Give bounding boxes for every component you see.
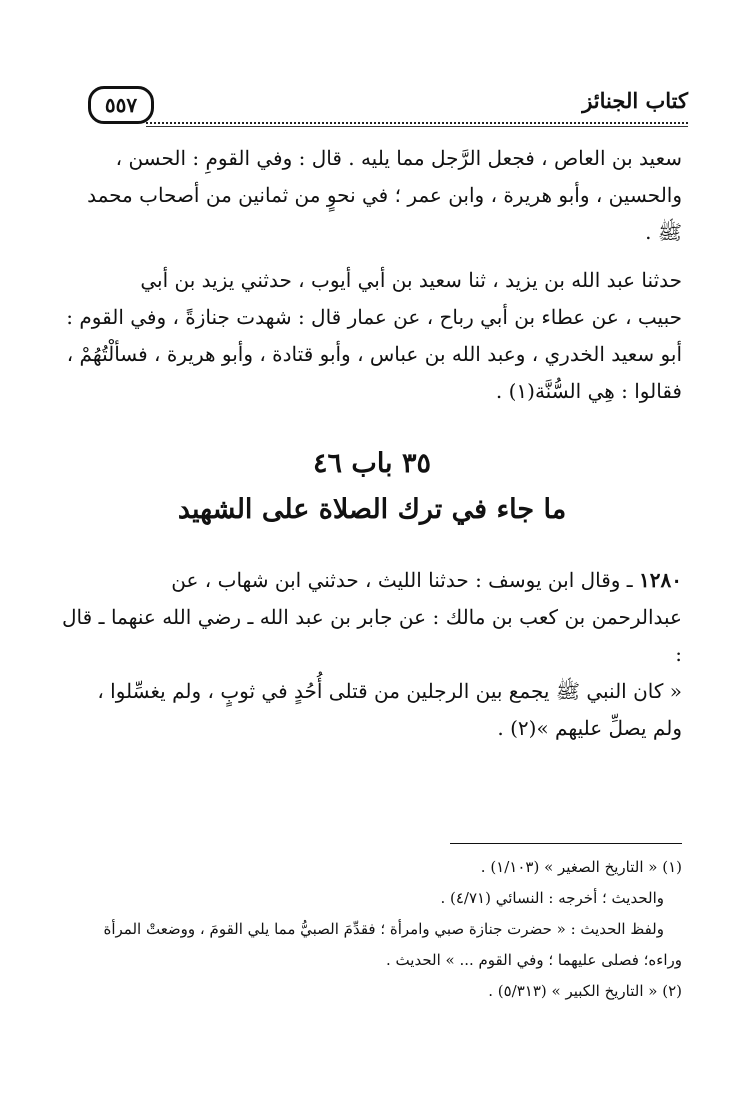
hadith-first-line: ـ وقال ابن يوسف : حدثنا الليث ، حدثني ابن شهاب ، عن (171, 568, 640, 592)
footnote-line: (١) « التاريخ الصغير » (١/١٠٣) . (480, 858, 682, 876)
text-line: ولم يصلِّ عليهم »(٢) . (497, 716, 682, 740)
page-header (88, 80, 688, 130)
book-title: كتاب الجنائز (582, 88, 688, 113)
text-line: فقالوا : هِي السُّنَّة(١) . (495, 379, 682, 403)
header-divider (146, 122, 688, 124)
paragraph-1 (62, 140, 682, 251)
page-number: ٥٥٧ (88, 86, 154, 124)
text-line: « كان النبي ﷺ يجمع بين الرجلين من قتلى أُحُدٍ في ثوبٍ ، ولم يغسِّلوا ، (97, 679, 682, 703)
text-line: عبدالرحمن بن كعب بن مالك : عن جابر بن عبد الله ـ رضي الله عنهما ـ قال : (62, 605, 682, 666)
hadith-paragraph (62, 562, 682, 747)
text-line: والحسين ، وأبو هريرة ، وابن عمر ؛ في نحوٍ من ثمانين من أصحاب محمد (87, 183, 682, 207)
text-line: حبيب ، عن عطاء بن أبي رباح ، عن عمار قال : شهدت جنازةً ، وفي القوم : (66, 305, 682, 329)
text-line (62, 562, 682, 599)
footnote-line: ولفظ الحديث : « حضرت جنازة صبي وامرأة ؛ فقدِّمَ الصبيُّ مما يلي القومَ ، ووضعتْ المرأة (103, 920, 664, 938)
header-divider-line (146, 126, 688, 127)
hadith-number: ١٢٨٠ (639, 568, 682, 592)
text-line: سعيد بن العاص ، فجعل الرَّجل مما يليه . قال : وفي القومِ : الحسن ، (115, 146, 682, 170)
footnote-line: والحديث ؛ أخرجه : النسائي (٤/٧١) . (440, 889, 664, 907)
paragraph-2 (62, 262, 682, 410)
text-line: أبو سعيد الخدري ، وعبد الله بن عباس ، وأبو قتادة ، وأبو هريرة ، فسألْتُهُمْ ، (66, 342, 682, 366)
footnotes (62, 852, 682, 1007)
text-line: حدثنا عبد الله بن يزيد ، ثنا سعيد بن أبي أيوب ، حدثني يزيد بن أبي (140, 268, 682, 292)
text-line: ﷺ . (645, 220, 682, 244)
chapter-title: ما جاء في ترك الصلاة على الشهيد (177, 494, 567, 525)
footnote-line: وراءه؛ فصلى عليهما ؛ وفي القوم ... » الحديث . (386, 951, 682, 969)
footnote-line: (٢) « التاريخ الكبير » (٥/٣١٣) . (488, 982, 682, 1000)
footnote-divider (450, 843, 682, 844)
chapter-number: ٣٥ باب ٤٦ (313, 448, 431, 479)
